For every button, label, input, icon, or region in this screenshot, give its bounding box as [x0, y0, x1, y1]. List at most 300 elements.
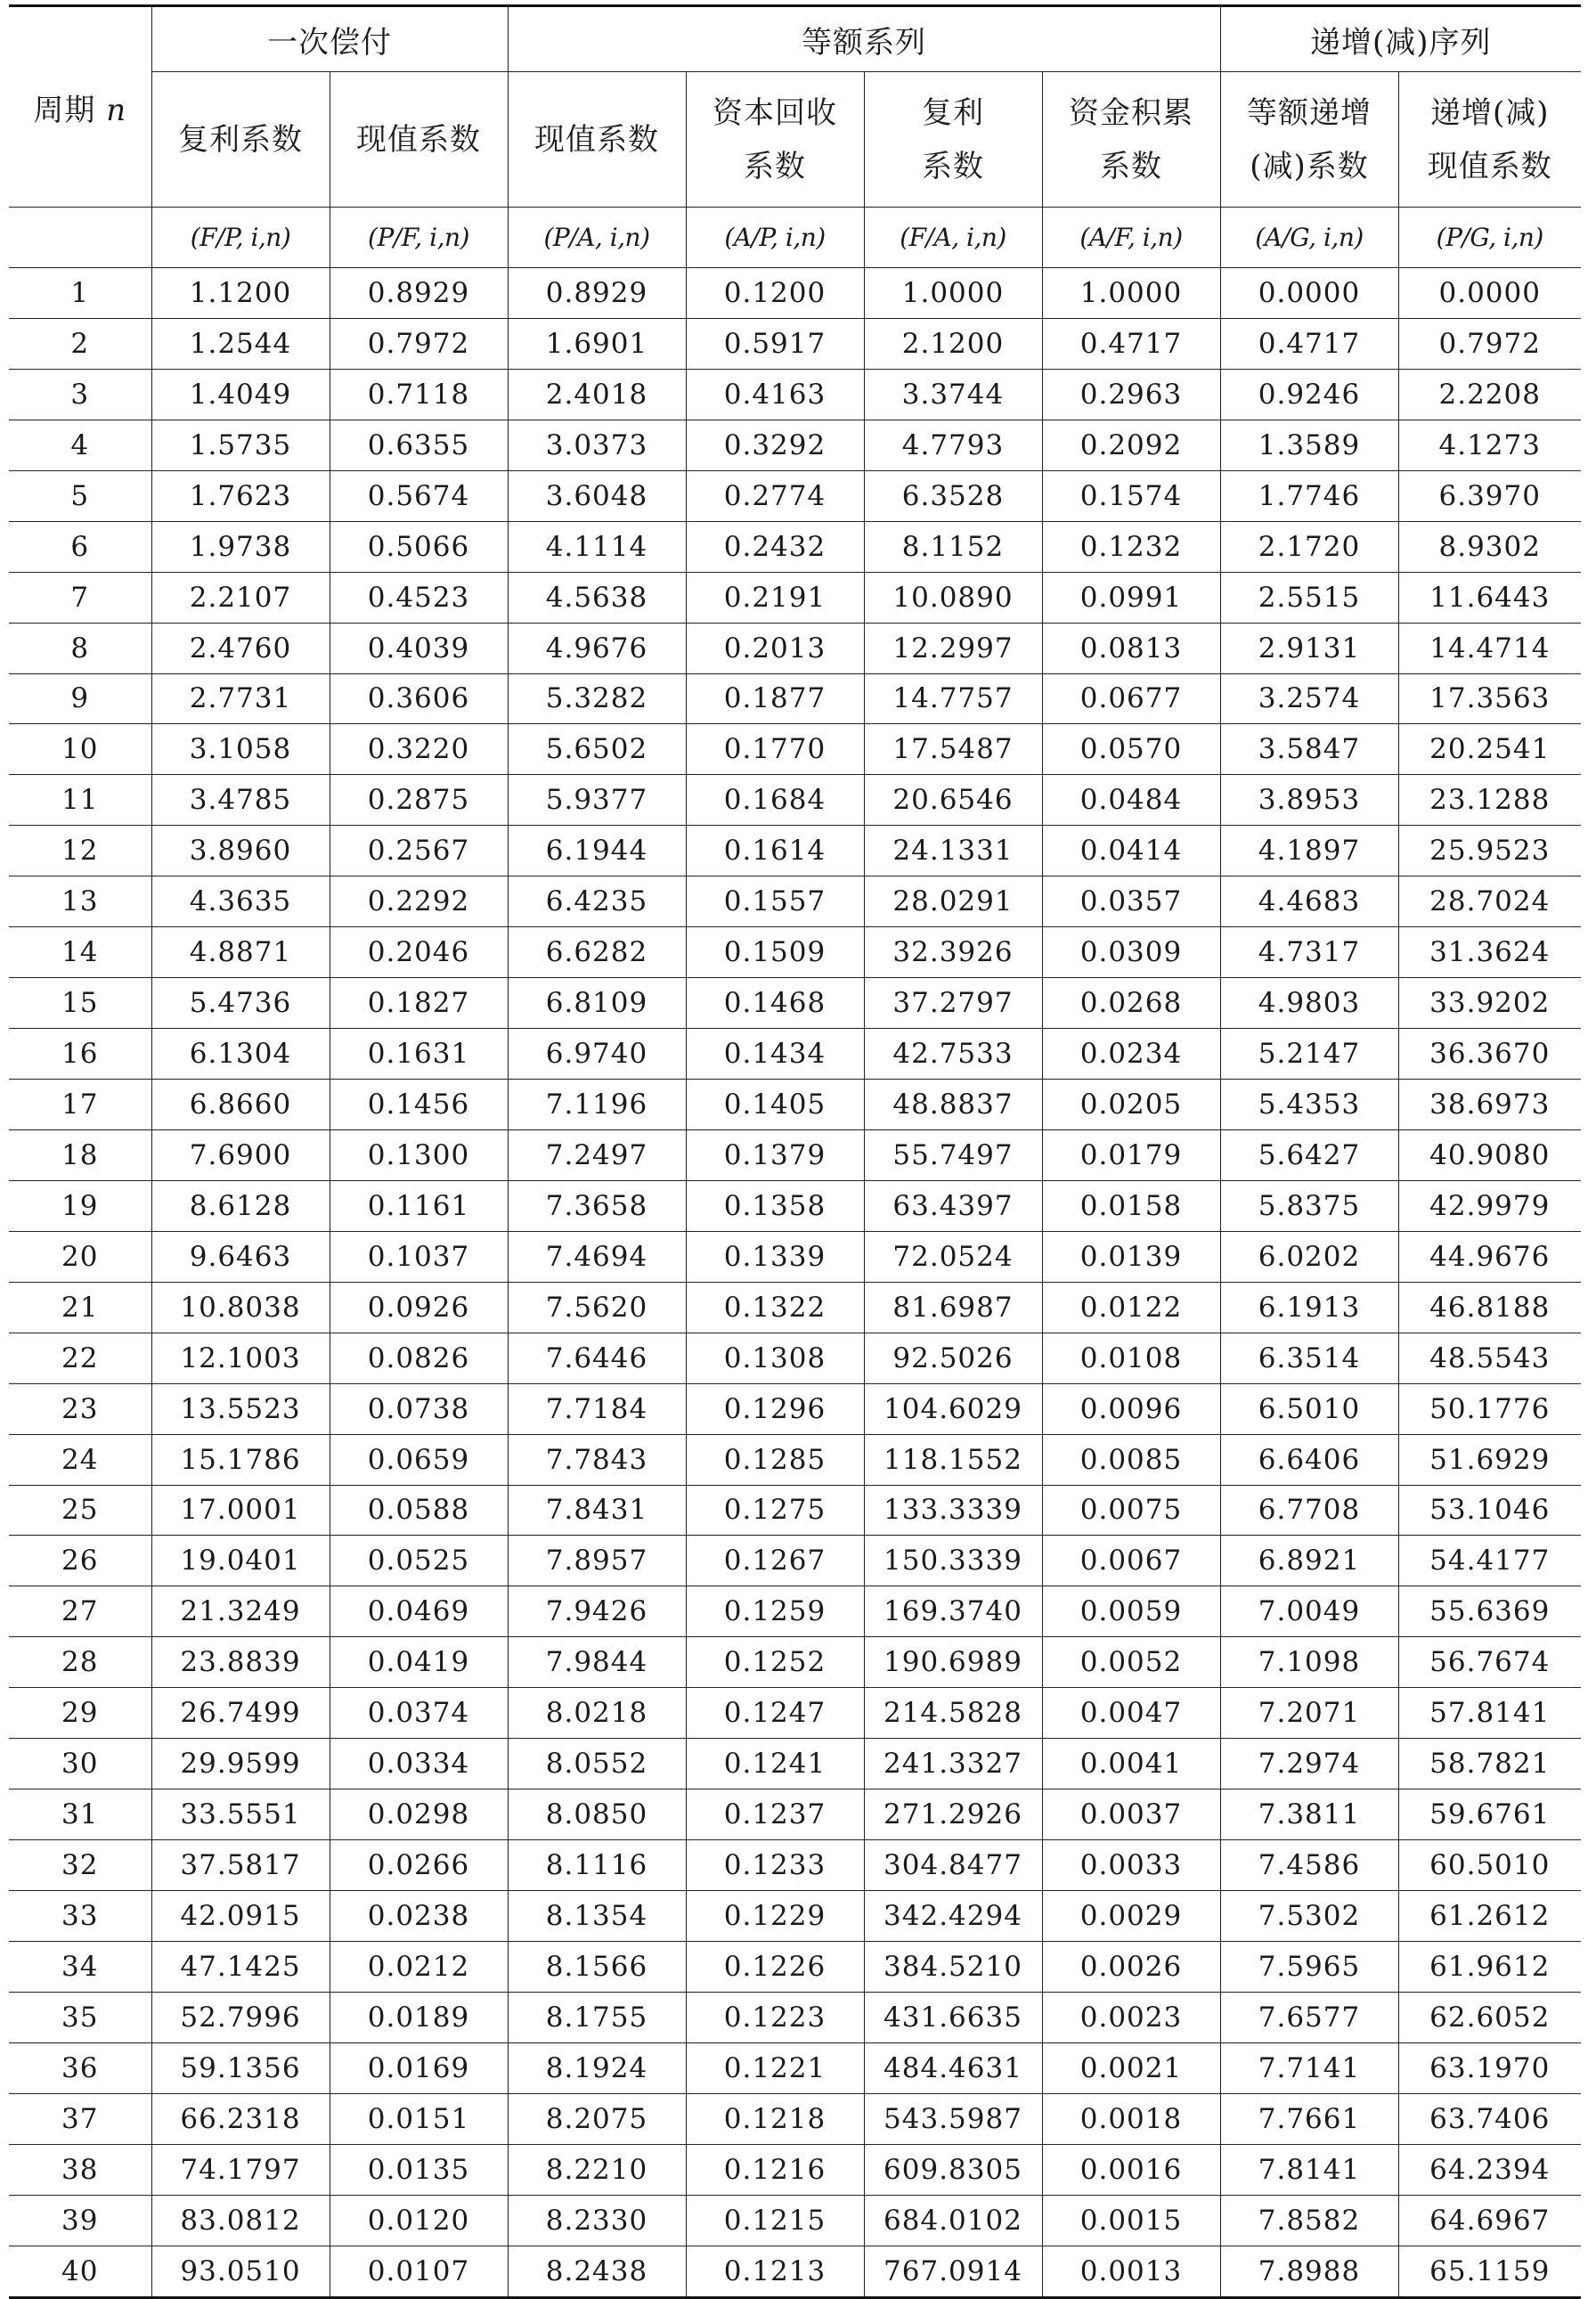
factor-cell: 133.3339 — [864, 1485, 1042, 1536]
column-symbol-8: (P/G, i,n) — [1398, 208, 1581, 268]
factor-cell: 0.5917 — [686, 318, 864, 369]
factor-cell: 0.0374 — [330, 1688, 508, 1739]
factor-cell: 0.8929 — [330, 268, 508, 319]
table-row — [9, 1485, 1581, 1536]
table-row — [9, 1434, 1581, 1485]
factor-cell: 7.8141 — [1220, 2144, 1398, 2195]
period-cell: 1 — [9, 268, 151, 319]
factor-cell: 4.7793 — [864, 420, 1042, 470]
factor-cell: 0.0000 — [1398, 268, 1581, 319]
factor-cell: 4.9676 — [508, 623, 686, 673]
factor-cell: 0.0469 — [330, 1586, 508, 1637]
factor-cell: 5.2147 — [1220, 1029, 1398, 1080]
factor-cell: 59.6761 — [1398, 1789, 1581, 1840]
factor-cell: 0.1275 — [686, 1485, 864, 1536]
factor-cell: 4.8871 — [151, 927, 330, 978]
factor-cell: 17.0001 — [151, 1485, 330, 1536]
factor-cell: 0.0135 — [330, 2144, 508, 2195]
table-row — [9, 420, 1581, 470]
factor-cell: 7.8957 — [508, 1536, 686, 1586]
column-name-4 — [686, 72, 864, 208]
factor-cell: 20.2541 — [1398, 724, 1581, 775]
column-name-line: 系数 — [922, 148, 984, 184]
factor-cell: 304.8477 — [864, 1840, 1042, 1891]
factor-cell: 3.2574 — [1220, 673, 1398, 724]
factor-cell: 0.1232 — [1042, 521, 1220, 572]
period-cell: 27 — [9, 1586, 151, 1637]
factor-cell: 15.1786 — [151, 1434, 330, 1485]
factor-cell: 48.8837 — [864, 1080, 1042, 1130]
period-cell: 28 — [9, 1637, 151, 1688]
factor-cell: 0.1252 — [686, 1637, 864, 1688]
factor-cell: 0.0525 — [330, 1536, 508, 1586]
factor-cell: 1.3589 — [1220, 420, 1398, 470]
period-cell: 20 — [9, 1231, 151, 1282]
column-name-line: 现值系数 — [356, 121, 481, 158]
factor-cell: 38.6973 — [1398, 1080, 1581, 1130]
factor-cell: 0.0926 — [330, 1282, 508, 1333]
factor-cell: 6.1913 — [1220, 1282, 1398, 1333]
factor-cell: 7.8431 — [508, 1485, 686, 1536]
column-name-6 — [1042, 72, 1220, 208]
column-name-line: 等额递增 — [1247, 94, 1372, 131]
factor-cell: 6.8109 — [508, 978, 686, 1029]
factor-cell: 12.1003 — [151, 1333, 330, 1383]
factor-cell: 55.7497 — [864, 1129, 1042, 1180]
factor-cell: 0.1213 — [686, 2246, 864, 2297]
factor-cell: 0.0085 — [1042, 1434, 1220, 1485]
factor-cell: 4.1897 — [1220, 826, 1398, 876]
factor-cell: 23.8839 — [151, 1637, 330, 1688]
factor-cell: 0.1405 — [686, 1080, 864, 1130]
factor-cell: 7.9426 — [508, 1586, 686, 1637]
period-cell: 33 — [9, 1891, 151, 1942]
table-row — [9, 1080, 1581, 1130]
factor-cell: 56.7674 — [1398, 1637, 1581, 1688]
factor-cell: 0.1322 — [686, 1282, 864, 1333]
factor-cell: 0.0059 — [1042, 1586, 1220, 1637]
factor-cell: 0.1339 — [686, 1231, 864, 1282]
factor-cell: 0.0041 — [1042, 1739, 1220, 1789]
factor-cell: 0.1631 — [330, 1029, 508, 1080]
factor-cell: 2.5515 — [1220, 572, 1398, 623]
table-row — [9, 1840, 1581, 1891]
factor-cell: 36.3670 — [1398, 1029, 1581, 1080]
factor-cell: 0.1770 — [686, 724, 864, 775]
factor-cell: 0.0212 — [330, 1941, 508, 1992]
factor-cell: 55.6369 — [1398, 1586, 1581, 1637]
factor-cell: 6.8660 — [151, 1080, 330, 1130]
factor-cell: 241.3327 — [864, 1739, 1042, 1789]
factor-cell: 63.1970 — [1398, 2042, 1581, 2093]
factor-cell: 8.1566 — [508, 1941, 686, 1992]
table-row — [9, 1789, 1581, 1840]
factor-cell: 7.1098 — [1220, 1637, 1398, 1688]
factor-cell: 342.4294 — [864, 1891, 1042, 1942]
factor-cell: 0.1233 — [686, 1840, 864, 1891]
period-cell: 24 — [9, 1434, 151, 1485]
period-cell: 15 — [9, 978, 151, 1029]
table-row — [9, 724, 1581, 775]
column-symbol-2: (P/F, i,n) — [330, 208, 508, 268]
factor-cell: 1.0000 — [1042, 268, 1220, 319]
factor-cell: 0.1456 — [330, 1080, 508, 1130]
period-cell: 16 — [9, 1029, 151, 1080]
table-row — [9, 1536, 1581, 1586]
table-row — [9, 1739, 1581, 1789]
factor-cell: 5.8375 — [1220, 1180, 1398, 1231]
factor-cell: 53.1046 — [1398, 1485, 1581, 1536]
factor-cell: 13.5523 — [151, 1383, 330, 1434]
factor-cell: 2.1200 — [864, 318, 1042, 369]
factor-cell: 7.9844 — [508, 1637, 686, 1688]
column-symbol-6: (A/F, i,n) — [1042, 208, 1220, 268]
factor-cell: 0.0075 — [1042, 1485, 1220, 1536]
period-header — [9, 6, 151, 208]
table-row — [9, 826, 1581, 876]
factor-cell: 1.1200 — [151, 268, 330, 319]
factor-cell: 4.9803 — [1220, 978, 1398, 1029]
table-row — [9, 623, 1581, 673]
factor-cell: 63.7406 — [1398, 2093, 1581, 2144]
factor-cell: 29.9599 — [151, 1739, 330, 1789]
column-symbol-3: (P/A, i,n) — [508, 208, 686, 268]
factor-cell: 81.6987 — [864, 1282, 1042, 1333]
factor-cell: 0.0991 — [1042, 572, 1220, 623]
factor-cell: 0.1285 — [686, 1434, 864, 1485]
factor-cell: 8.2438 — [508, 2246, 686, 2297]
factor-cell: 19.0401 — [151, 1536, 330, 1586]
interest-factor-table-sheet — [9, 4, 1581, 2299]
factor-cell: 6.3514 — [1220, 1333, 1398, 1383]
factor-cell: 0.1200 — [686, 268, 864, 319]
header-name-row — [9, 72, 1581, 208]
column-name-line: 现值系数 — [534, 121, 659, 158]
factor-cell: 8.1354 — [508, 1891, 686, 1942]
table-row — [9, 2195, 1581, 2246]
period-cell: 10 — [9, 724, 151, 775]
table-row — [9, 1383, 1581, 1434]
period-cell: 34 — [9, 1941, 151, 1992]
factor-cell: 61.9612 — [1398, 1941, 1581, 1992]
period-cell: 14 — [9, 927, 151, 978]
period-cell: 32 — [9, 1840, 151, 1891]
factor-cell: 0.0238 — [330, 1891, 508, 1942]
factor-cell: 0.0738 — [330, 1383, 508, 1434]
column-name-8 — [1398, 72, 1581, 208]
period-cell: 4 — [9, 420, 151, 470]
factor-cell: 0.4163 — [686, 369, 864, 420]
factor-cell: 3.1058 — [151, 724, 330, 775]
factor-cell: 8.6128 — [151, 1180, 330, 1231]
factor-cell: 0.0018 — [1042, 2093, 1220, 2144]
period-cell: 6 — [9, 521, 151, 572]
factor-cell: 33.9202 — [1398, 978, 1581, 1029]
column-name-1 — [151, 72, 330, 208]
factor-cell: 0.0033 — [1042, 1840, 1220, 1891]
factor-cell: 0.9246 — [1220, 369, 1398, 420]
factor-cell: 7.6577 — [1220, 1992, 1398, 2042]
factor-cell: 9.6463 — [151, 1231, 330, 1282]
period-cell: 7 — [9, 572, 151, 623]
factor-cell: 767.0914 — [864, 2246, 1042, 2297]
factor-cell: 0.0813 — [1042, 623, 1220, 673]
table-row — [9, 1992, 1581, 2042]
table-row — [9, 1688, 1581, 1739]
factor-cell: 5.9377 — [508, 775, 686, 826]
factor-cell: 0.2567 — [330, 826, 508, 876]
factor-cell: 0.0096 — [1042, 1383, 1220, 1434]
factor-cell: 6.7708 — [1220, 1485, 1398, 1536]
factor-cell: 62.6052 — [1398, 1992, 1581, 2042]
factor-cell: 24.1331 — [864, 826, 1042, 876]
factor-cell: 0.1468 — [686, 978, 864, 1029]
factor-cell: 0.1296 — [686, 1383, 864, 1434]
factor-cell: 8.0218 — [508, 1688, 686, 1739]
table-row — [9, 1941, 1581, 1992]
factor-cell: 1.5735 — [151, 420, 330, 470]
column-name-3 — [508, 72, 686, 208]
factor-cell: 0.1308 — [686, 1333, 864, 1383]
period-cell: 39 — [9, 2195, 151, 2246]
factor-cell: 7.2497 — [508, 1129, 686, 1180]
factor-cell: 0.1509 — [686, 927, 864, 978]
factor-cell: 7.2071 — [1220, 1688, 1398, 1739]
column-symbol-5: (F/A, i,n) — [864, 208, 1042, 268]
factor-cell: 0.0026 — [1042, 1941, 1220, 1992]
period-cell: 8 — [9, 623, 151, 673]
factor-cell: 51.6929 — [1398, 1434, 1581, 1485]
period-cell: 9 — [9, 673, 151, 724]
factor-cell: 50.1776 — [1398, 1383, 1581, 1434]
factor-cell: 8.2075 — [508, 2093, 686, 2144]
factor-cell: 0.1434 — [686, 1029, 864, 1080]
factor-cell: 58.7821 — [1398, 1739, 1581, 1789]
factor-cell: 1.7623 — [151, 470, 330, 521]
table-row — [9, 927, 1581, 978]
factor-cell: 0.0179 — [1042, 1129, 1220, 1180]
factor-cell: 28.7024 — [1398, 876, 1581, 927]
factor-cell: 0.1614 — [686, 826, 864, 876]
column-name-line: 复利系数 — [178, 121, 303, 158]
column-name-5 — [864, 72, 1042, 208]
factor-cell: 0.2092 — [1042, 420, 1220, 470]
group-gradient-series: 递增(减)序列 — [1220, 6, 1581, 72]
table-row — [9, 1180, 1581, 1231]
factor-cell: 7.6446 — [508, 1333, 686, 1383]
factor-cell: 0.0015 — [1042, 2195, 1220, 2246]
group-uniform-series: 等额系列 — [508, 6, 1220, 72]
table-row — [9, 2042, 1581, 2093]
factor-cell: 11.6443 — [1398, 572, 1581, 623]
factor-cell: 1.4049 — [151, 369, 330, 420]
table-row — [9, 572, 1581, 623]
table-row — [9, 268, 1581, 319]
factor-cell: 0.0298 — [330, 1789, 508, 1840]
factor-cell: 0.0334 — [330, 1739, 508, 1789]
factor-cell: 8.1755 — [508, 1992, 686, 2042]
factor-cell: 7.0049 — [1220, 1586, 1398, 1637]
factor-cell: 59.1356 — [151, 2042, 330, 2093]
factor-cell: 25.9523 — [1398, 826, 1581, 876]
factor-cell: 64.2394 — [1398, 2144, 1581, 2195]
factor-cell: 214.5828 — [864, 1688, 1042, 1739]
factor-cell: 1.9738 — [151, 521, 330, 572]
column-symbol-4: (A/P, i,n) — [686, 208, 864, 268]
factor-cell: 609.8305 — [864, 2144, 1042, 2195]
period-label: 周期 — [33, 92, 96, 128]
period-cell: 40 — [9, 2246, 151, 2297]
factor-cell: 169.3740 — [864, 1586, 1042, 1637]
factor-cell: 0.5066 — [330, 521, 508, 572]
factor-cell: 7.1196 — [508, 1080, 686, 1130]
factor-cell: 0.2191 — [686, 572, 864, 623]
period-cell: 29 — [9, 1688, 151, 1739]
factor-cell: 0.2963 — [1042, 369, 1220, 420]
factor-cell: 0.5674 — [330, 470, 508, 521]
factor-cell: 42.9979 — [1398, 1180, 1581, 1231]
factor-cell: 0.2774 — [686, 470, 864, 521]
factor-cell: 7.7843 — [508, 1434, 686, 1485]
factor-cell: 0.0037 — [1042, 1789, 1220, 1840]
column-name-line: 现值系数 — [1427, 148, 1552, 184]
factor-cell: 6.1304 — [151, 1029, 330, 1080]
factor-cell: 150.3339 — [864, 1536, 1042, 1586]
factor-cell: 7.4694 — [508, 1231, 686, 1282]
table-row — [9, 1129, 1581, 1180]
factor-cell: 4.4683 — [1220, 876, 1398, 927]
factor-cell: 48.5543 — [1398, 1333, 1581, 1383]
factor-cell: 8.1116 — [508, 1840, 686, 1891]
period-cell: 26 — [9, 1536, 151, 1586]
table-row — [9, 470, 1581, 521]
factor-cell: 0.7972 — [1398, 318, 1581, 369]
factor-cell: 63.4397 — [864, 1180, 1042, 1231]
factor-cell: 384.5210 — [864, 1941, 1042, 1992]
factor-cell: 66.2318 — [151, 2093, 330, 2144]
factor-cell: 0.0357 — [1042, 876, 1220, 927]
factor-cell: 0.3292 — [686, 420, 864, 470]
factor-cell: 2.9131 — [1220, 623, 1398, 673]
factor-cell: 7.4586 — [1220, 1840, 1398, 1891]
factor-cell: 0.0139 — [1042, 1231, 1220, 1282]
factor-cell: 0.1215 — [686, 2195, 864, 2246]
period-symbol: n — [106, 92, 127, 128]
table-row — [9, 2246, 1581, 2297]
factor-cell: 33.5551 — [151, 1789, 330, 1840]
period-cell: 19 — [9, 1180, 151, 1231]
factor-cell: 3.8953 — [1220, 775, 1398, 826]
factor-cell: 2.7731 — [151, 673, 330, 724]
factor-cell: 0.1216 — [686, 2144, 864, 2195]
factor-cell: 0.0021 — [1042, 2042, 1220, 2093]
factor-cell: 4.5638 — [508, 572, 686, 623]
factor-cell: 0.0659 — [330, 1434, 508, 1485]
factor-cell: 0.0107 — [330, 2246, 508, 2297]
factor-cell: 0.1223 — [686, 1992, 864, 2042]
factor-cell: 7.3811 — [1220, 1789, 1398, 1840]
period-cell: 23 — [9, 1383, 151, 1434]
factor-cell: 4.3635 — [151, 876, 330, 927]
factor-cell: 6.6406 — [1220, 1434, 1398, 1485]
period-cell: 22 — [9, 1333, 151, 1383]
period-cell: 31 — [9, 1789, 151, 1840]
factor-cell: 0.0052 — [1042, 1637, 1220, 1688]
factor-cell: 8.2210 — [508, 2144, 686, 2195]
factor-cell: 0.2292 — [330, 876, 508, 927]
factor-cell: 0.1037 — [330, 1231, 508, 1282]
table-row — [9, 2144, 1581, 2195]
factor-cell: 8.0552 — [508, 1739, 686, 1789]
table-row — [9, 1029, 1581, 1080]
factor-cell: 0.2013 — [686, 623, 864, 673]
factor-cell: 8.0850 — [508, 1789, 686, 1840]
factor-cell: 0.4717 — [1220, 318, 1398, 369]
factor-cell: 7.6900 — [151, 1129, 330, 1180]
factor-cell: 0.6355 — [330, 420, 508, 470]
column-name-line: 系数 — [744, 148, 806, 184]
factor-cell: 0.3606 — [330, 673, 508, 724]
factor-cell: 1.2544 — [151, 318, 330, 369]
factor-cell: 0.0151 — [330, 2093, 508, 2144]
table-row — [9, 1637, 1581, 1688]
factor-cell: 431.6635 — [864, 1992, 1042, 2042]
factor-cell: 0.0122 — [1042, 1282, 1220, 1333]
header-symbol-row — [9, 208, 1581, 268]
factor-cell: 20.6546 — [864, 775, 1042, 826]
factor-cell: 92.5026 — [864, 1333, 1042, 1383]
period-cell: 18 — [9, 1129, 151, 1180]
factor-cell: 0.0588 — [330, 1485, 508, 1536]
factor-cell: 3.8960 — [151, 826, 330, 876]
table-header — [9, 6, 1581, 268]
table-body — [9, 268, 1581, 2298]
factor-cell: 0.0013 — [1042, 2246, 1220, 2297]
interest-factor-table — [9, 4, 1581, 2299]
factor-cell: 0.1241 — [686, 1739, 864, 1789]
factor-cell: 0.1300 — [330, 1129, 508, 1180]
factor-cell: 5.6427 — [1220, 1129, 1398, 1180]
factor-cell: 0.1684 — [686, 775, 864, 826]
factor-cell: 7.5965 — [1220, 1941, 1398, 1992]
factor-cell: 21.3249 — [151, 1586, 330, 1637]
factor-cell: 0.7972 — [330, 318, 508, 369]
factor-cell: 3.3744 — [864, 369, 1042, 420]
table-row — [9, 1333, 1581, 1383]
factor-cell: 0.1161 — [330, 1180, 508, 1231]
factor-cell: 4.1114 — [508, 521, 686, 572]
period-cell: 11 — [9, 775, 151, 826]
factor-cell: 0.0570 — [1042, 724, 1220, 775]
period-cell: 25 — [9, 1485, 151, 1536]
factor-cell: 17.3563 — [1398, 673, 1581, 724]
factor-cell: 17.5487 — [864, 724, 1042, 775]
factor-cell: 0.1557 — [686, 876, 864, 927]
period-cell: 17 — [9, 1080, 151, 1130]
factor-cell: 0.1379 — [686, 1129, 864, 1180]
table-row — [9, 1891, 1581, 1942]
factor-cell: 6.8921 — [1220, 1536, 1398, 1586]
factor-cell: 37.5817 — [151, 1840, 330, 1891]
period-cell: 38 — [9, 2144, 151, 2195]
factor-cell: 2.2208 — [1398, 369, 1581, 420]
factor-cell: 44.9676 — [1398, 1231, 1581, 1282]
factor-cell: 0.1574 — [1042, 470, 1220, 521]
factor-cell: 28.0291 — [864, 876, 1042, 927]
column-name-line: 系数 — [1100, 148, 1162, 184]
factor-cell: 7.7141 — [1220, 2042, 1398, 2093]
factor-cell: 0.1229 — [686, 1891, 864, 1942]
